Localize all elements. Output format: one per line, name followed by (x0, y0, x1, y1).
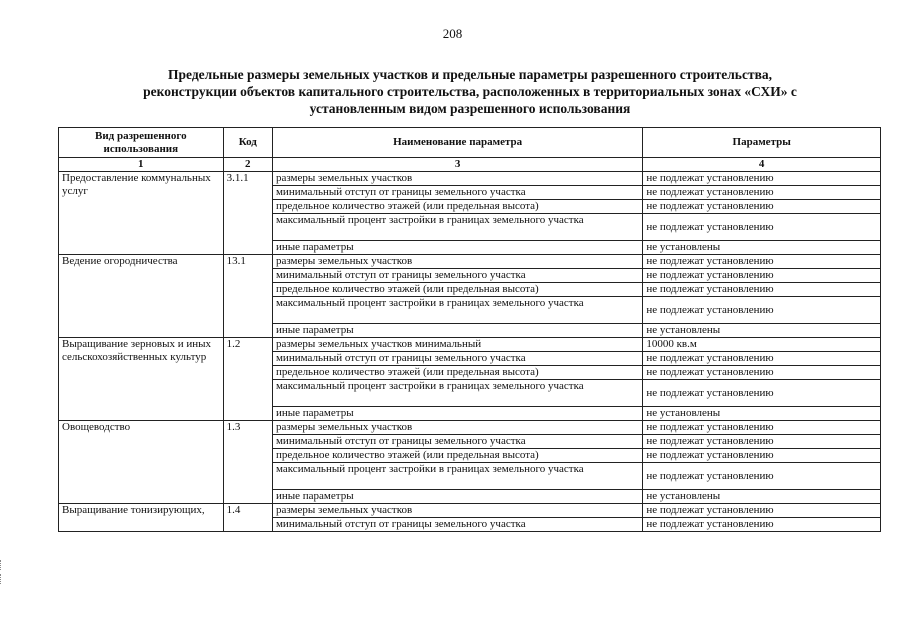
parameter-value-cell: не подлежат установлению (643, 186, 881, 200)
parameter-value-cell: не подлежат установлению (643, 172, 881, 186)
use-type-cell: Выращивание зерновых и иных сельскохозяйственных культур (59, 338, 224, 421)
parameter-value-cell: не подлежат установлению (643, 435, 881, 449)
parameter-value-cell: 10000 кв.м (643, 338, 881, 352)
parameter-name-cell: предельное количество этажей (или предельная высота) (272, 283, 642, 297)
parameter-name-cell: размеры земельных участков (272, 421, 642, 435)
parameter-value-cell: не установлены (643, 490, 881, 504)
parameter-name-cell: максимальный процент застройки в границах земельного участка (272, 380, 642, 407)
parameter-name-cell: иные параметры (272, 324, 642, 338)
use-type-cell: Овощеводство (59, 421, 224, 504)
title-line-1: Предельные размеры земельных участков и предельные параметры разрешенного строительства, (168, 67, 772, 82)
parameter-name-cell: размеры земельных участков минимальный (272, 338, 642, 352)
title-line-2: реконструкции объектов капитального строительства, расположенных в территориальных зонах «СХИ» с (143, 84, 797, 99)
parameter-name-cell: иные параметры (272, 407, 642, 421)
column-number: 1 (59, 158, 224, 172)
parameter-name-cell: иные параметры (272, 490, 642, 504)
parameter-value-cell: не установлены (643, 324, 881, 338)
parameter-name-cell: размеры земельных участков (272, 255, 642, 269)
document-title (70, 66, 870, 117)
parameter-value-cell: не подлежат установлению (643, 269, 881, 283)
parameter-name-cell: предельное количество этажей (или предельная высота) (272, 366, 642, 380)
parameter-value-cell: не подлежат установлению (643, 518, 881, 532)
column-number: 3 (272, 158, 642, 172)
code-cell: 13.1 (223, 255, 272, 338)
parameter-name-cell: иные параметры (272, 241, 642, 255)
code-cell: 3.1.1 (223, 172, 272, 255)
header-name: Наименование параметра (272, 128, 642, 158)
parameter-value-cell: не подлежат установлению (643, 283, 881, 297)
parameters-table (58, 127, 881, 532)
scan-edge-mark (0, 574, 7, 584)
code-cell: 1.3 (223, 421, 272, 504)
column-number: 4 (643, 158, 881, 172)
parameter-name-cell: минимальный отступ от границы земельного участка (272, 352, 642, 366)
use-type-cell: Предоставление коммунальных услуг (59, 172, 224, 255)
use-type-cell: Выращивание тонизирующих, (59, 504, 224, 532)
parameter-name-cell: максимальный процент застройки в границах земельного участка (272, 214, 642, 241)
code-cell: 1.2 (223, 338, 272, 421)
page-number: 208 (442, 26, 463, 41)
parameter-name-cell: максимальный процент застройки в границах земельного участка (272, 297, 642, 324)
header-value: Параметры (643, 128, 881, 158)
column-numbers-row (59, 158, 881, 172)
parameter-value-cell: не подлежат установлению (643, 380, 881, 407)
parameter-name-cell: предельное количество этажей (или предельная высота) (272, 200, 642, 214)
table-row (59, 421, 881, 435)
table-header-row (59, 128, 881, 158)
code-cell: 1.4 (223, 504, 272, 532)
table-row (59, 338, 881, 352)
header-code: Код (223, 128, 272, 158)
parameter-value-cell: не подлежат установлению (643, 366, 881, 380)
parameter-name-cell: минимальный отступ от границы земельного участка (272, 435, 642, 449)
parameter-value-cell: не подлежат установлению (643, 297, 881, 324)
title-line-3: установленным видом разрешенного использования (309, 101, 631, 116)
parameter-name-cell: предельное количество этажей (или предельная высота) (272, 449, 642, 463)
column-number: 2 (223, 158, 272, 172)
parameter-name-cell: максимальный процент застройки в границах земельного участка (272, 463, 642, 490)
table-body (59, 172, 881, 532)
parameter-name-cell: размеры земельных участков (272, 172, 642, 186)
use-type-cell: Ведение огородничества (59, 255, 224, 338)
table-row (59, 255, 881, 269)
parameter-value-cell: не подлежат установлению (643, 255, 881, 269)
table-row (59, 172, 881, 186)
table-row (59, 504, 881, 518)
parameter-value-cell: не подлежат установлению (643, 421, 881, 435)
parameter-value-cell: не подлежат установлению (643, 449, 881, 463)
parameter-value-cell: не установлены (643, 407, 881, 421)
parameter-value-cell: не подлежат установлению (643, 200, 881, 214)
parameter-value-cell: не установлены (643, 241, 881, 255)
parameter-value-cell: не подлежат установлению (643, 463, 881, 490)
parameter-name-cell: минимальный отступ от границы земельного участка (272, 186, 642, 200)
parameter-value-cell: не подлежат установлению (643, 504, 881, 518)
parameter-name-cell: минимальный отступ от границы земельного участка (272, 269, 642, 283)
parameter-value-cell: не подлежат установлению (643, 214, 881, 241)
header-use: Вид разрешенного использования (59, 128, 224, 158)
scan-edge-mark (0, 560, 7, 570)
parameter-name-cell: размеры земельных участков (272, 504, 642, 518)
parameter-value-cell: не подлежат установлению (643, 352, 881, 366)
parameter-name-cell: минимальный отступ от границы земельного участка (272, 518, 642, 532)
